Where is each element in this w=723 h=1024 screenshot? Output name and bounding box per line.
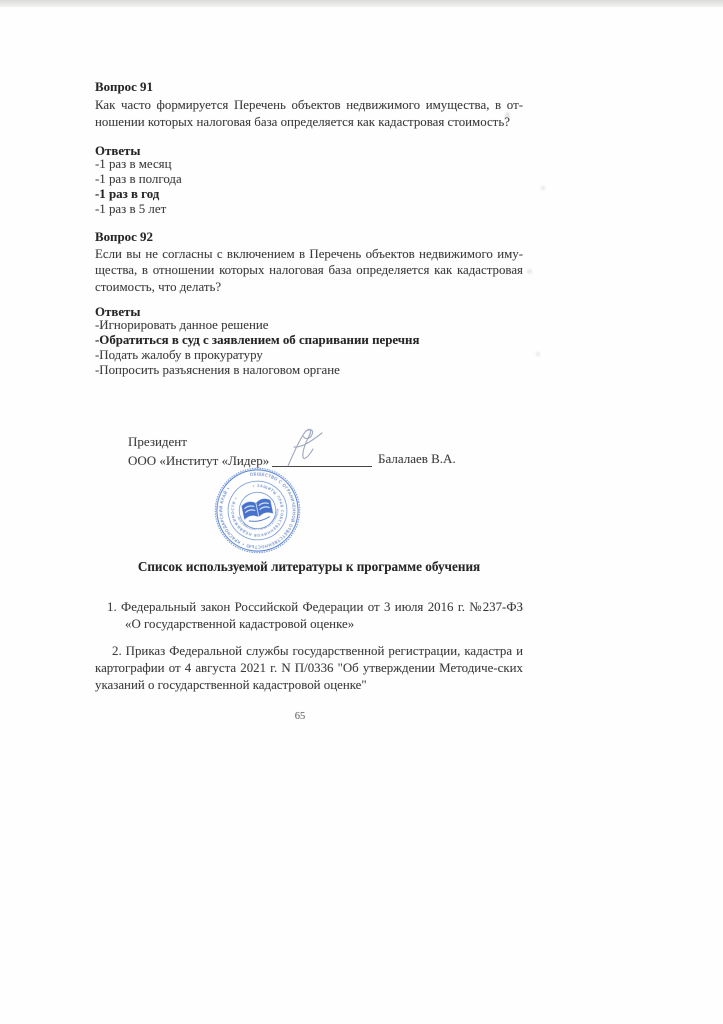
page-number: 65 (294, 711, 306, 722)
literature-item-2-line-1: 2. Приказ Федеральной службы государственной регистрации, кадастра и (112, 644, 523, 658)
literature-item-1-line-1: 1. Федеральный закон Российской Федерации от 3 июля 2016 г. №237-ФЗ (107, 600, 523, 614)
literature-item-2-line-3: указаний о государственной кадастровой оценке" (95, 678, 367, 692)
question-91-answers-list (95, 157, 523, 217)
open-book-icon (241, 497, 274, 523)
question-92-title: Вопрос 92 (95, 230, 153, 244)
question-91-answers-label: Ответы (95, 144, 141, 158)
answer-option-correct: -Обратиться в суд с заявлением об спаривании перечня (95, 333, 420, 348)
question-92-text-line-3: стоимость, что делать? (95, 280, 222, 294)
literature-item-1-line-2: «О государственной кадастровой оценке» (125, 617, 355, 631)
literature-item-2-line-2: картографии от 4 августа 2021 г. N П/0336 "Об утверждении Методиче-ских (95, 661, 523, 675)
scan-speck (536, 352, 540, 356)
answer-option: -Попросить разъяснения в налоговом органе (95, 363, 340, 378)
question-91-text-line-2: ношении которых налоговая база определяется как кадастровая стоимость? (95, 115, 510, 129)
stamp-outer-ring-text: ОБЩЕСТВО С ОГРАНИЧЕННОЙ ОТВЕТСТВЕННОСТЬЮ • КРАСНОДАРСКИЙ КРАЙ • (218, 471, 297, 550)
answer-option: -1 раз в полгода (95, 172, 182, 187)
answer-option: -Подать жалобу в прокуратуру (95, 348, 263, 363)
company-round-stamp (200, 457, 315, 565)
answer-option: -1 раз в 5 лет (95, 202, 167, 217)
answer-option: -1 раз в месяц (95, 157, 172, 171)
signer-name: Балалаев В.А. (378, 451, 456, 466)
question-92-answers-list (95, 318, 523, 378)
scan-speck (541, 186, 545, 190)
scan-edge-shadow (0, 0, 723, 7)
signer-role: Президент (128, 434, 187, 449)
answer-option: -Игнорировать данное решение (95, 318, 269, 332)
question-91-text-line-1: Как часто формируется Перечень объектов недвижимого имущества, в от- (95, 98, 523, 112)
stamp-middle-ring-text: • ЗАЩИТЫ ПРАВ СОБСТВЕННИКОВ НЕДВИЖИМОСТИ • (230, 483, 285, 538)
stamp-inn-ogrn-text: ИНН 2308231057 • ОГРН 1172375098254 (236, 508, 280, 532)
scan-speck (527, 269, 532, 274)
answer-option-correct: -1 раз в год (95, 187, 160, 202)
question-92-text-line-2: щества, в отношении которых налоговая база определяется как кадастровая (95, 263, 523, 277)
question-92-answers-label: Ответы (95, 305, 141, 319)
literature-heading: Список используемой литературы к программе обучения (137, 559, 481, 574)
question-91-title: Вопрос 91 (95, 80, 153, 94)
signer-organization: ООО «Институт «Лидер» (128, 453, 270, 468)
question-92-text-line-1: Если вы не согласны с включением в Перечень объектов недвижимого иму- (95, 247, 523, 261)
